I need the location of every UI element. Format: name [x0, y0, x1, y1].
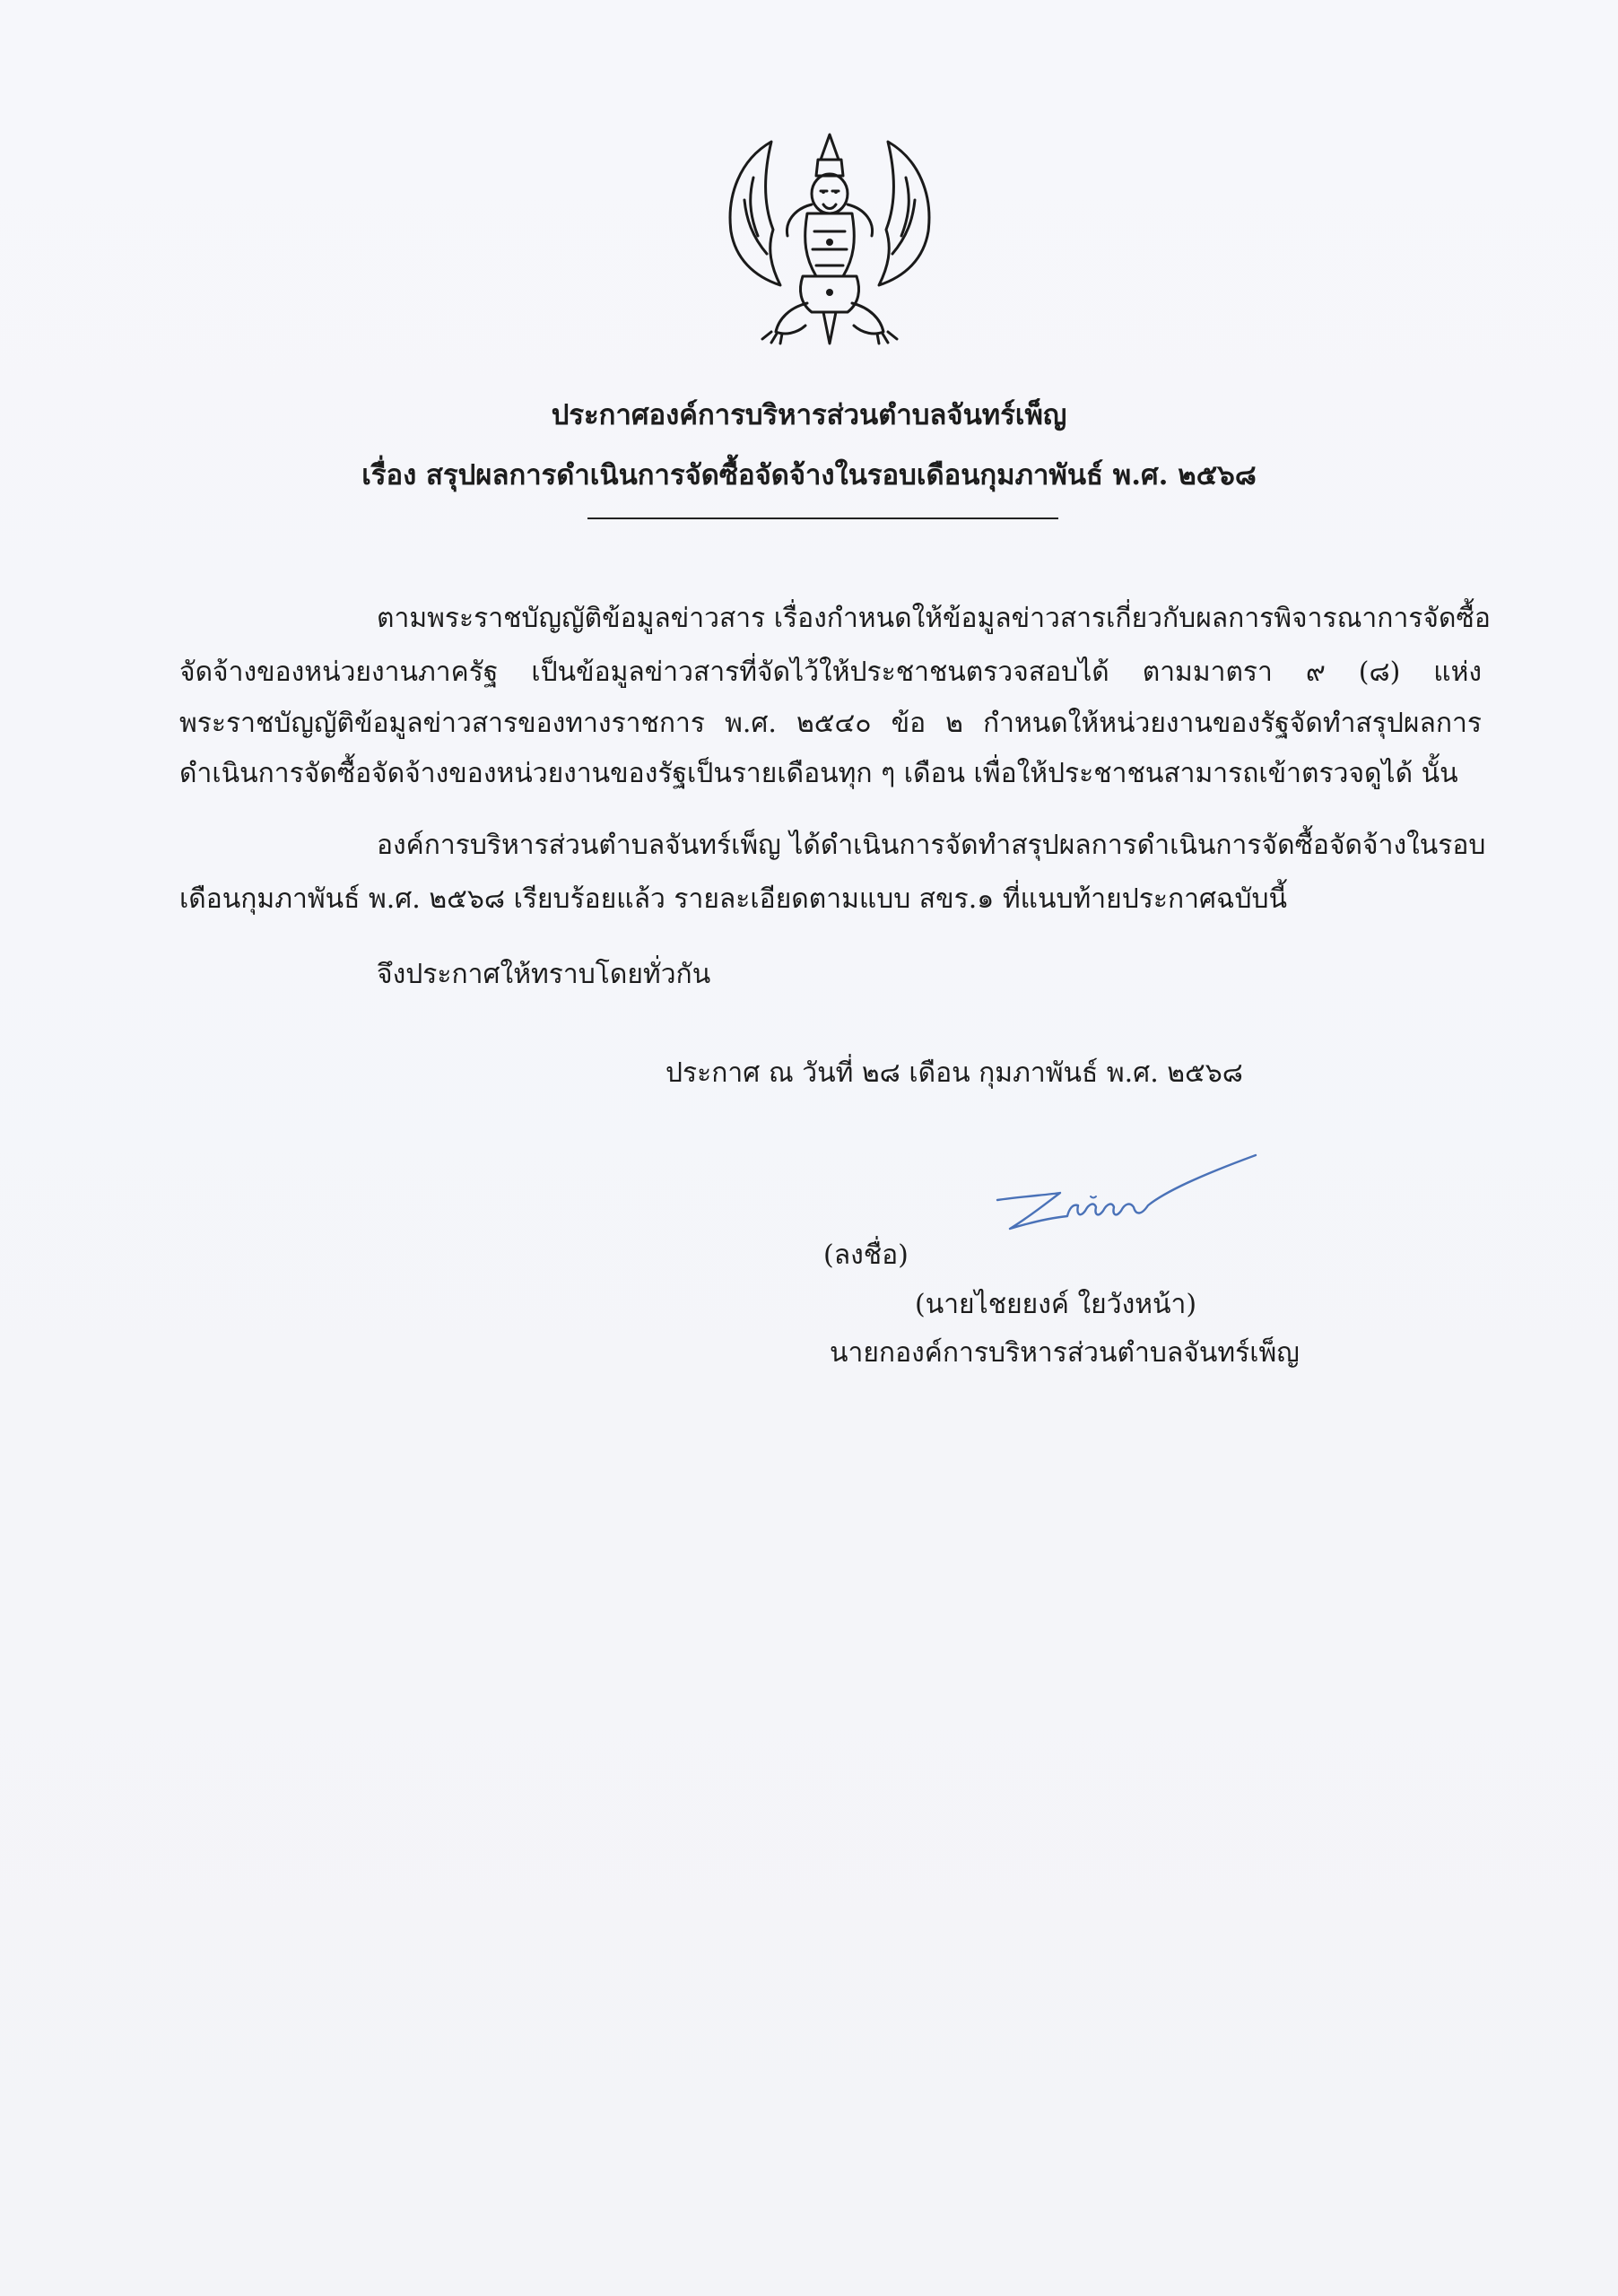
paragraph-1-line-3: พระราชบัญญัติข้อมูลข่าวสารของทางราชการ พ.ศ. ๒๕๔๐ ข้อ ๒ กำหนดให้หน่วยงานของรัฐจัดทำสรุปผลการ [179, 708, 1482, 739]
announcement-date: ประกาศ ณ วันที่ ๒๘ เดือน กุมภาพันธ์ พ.ศ. ๒๕๖๘ [665, 1057, 1243, 1089]
paragraph-1-line-2: จัดจ้างของหน่วยงานภาครัฐ เป็นข้อมูลข่าวสารที่จัดไว้ให้ประชาชนตรวจสอบได้ ตามมาตรา ๙ (๘) แห่ง [179, 657, 1482, 688]
signatory-name: (นายไชยยงค์ ใยวังหน้า) [915, 1289, 1197, 1320]
title-divider [587, 517, 1058, 519]
paragraph-1-line-4: ดำเนินการจัดซื้อจัดจ้างของหน่วยงานของรัฐเป็นรายเดือนทุก ๆ เดือน เพื่อให้ประชาชนสามารถเข้าตรวจดูได้ นั้น [179, 758, 1458, 789]
announcement-title: ประกาศองค์การบริหารส่วนตำบลจันทร์เพ็ญ [551, 399, 1067, 431]
announcement-subject: เรื่อง สรุปผลการดำเนินการจัดซื้อจัดจ้างในรอบเดือนกุมภาพันธ์ พ.ศ. ๒๕๖๘ [361, 459, 1257, 491]
signature-label: (ลงชื่อ) [823, 1239, 909, 1271]
paragraph-2-line-2: เดือนกุมภาพันธ์ พ.ศ. ๒๕๖๘ เรียบร้อยแล้ว รายละเอียดตามแบบ สขร.๑ ที่แนบท้ายประกาศฉบับนี้ [179, 883, 1288, 915]
paragraph-2-line-1: องค์การบริหารส่วนตำบลจันทร์เพ็ญ ได้ดำเนินการจัดทำสรุปผลการดำเนินการจัดซื้อจัดจ้างในรอบ [377, 830, 1486, 861]
signatory-position: นายกองค์การบริหารส่วนตำบลจันทร์เพ็ญ [830, 1337, 1300, 1369]
paragraph-1-line-1: ตามพระราชบัญญัติข้อมูลข่าวสาร เรื่องกำหนดให้ข้อมูลข่าวสารเกี่ยวกับผลการพิจารณาการจัดซื้อ [377, 603, 1491, 634]
closing-statement: จึงประกาศให้ทราบโดยทั่วกัน [377, 959, 711, 990]
handwritten-signature [987, 1148, 1274, 1265]
garuda-emblem-icon [718, 124, 942, 359]
